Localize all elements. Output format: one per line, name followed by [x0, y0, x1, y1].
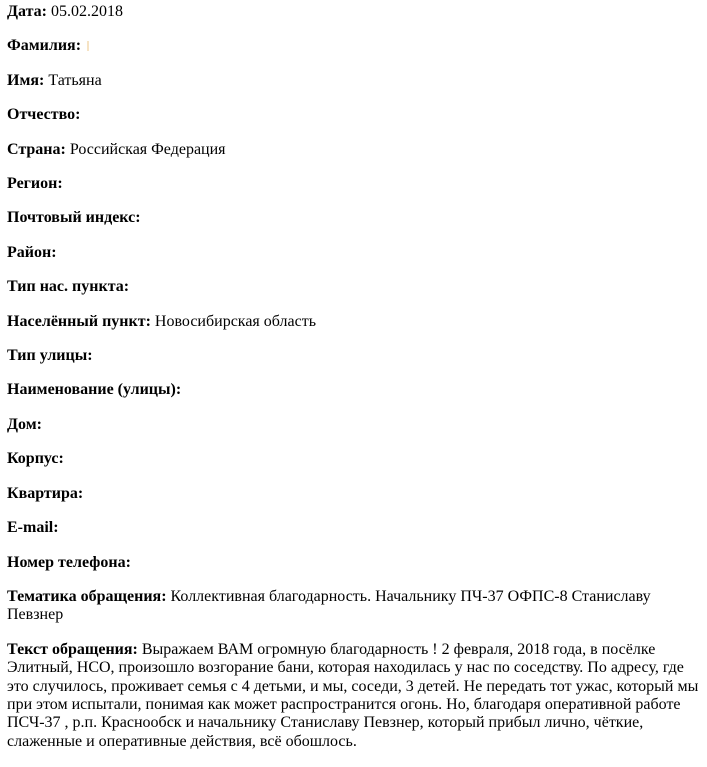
field-date	[7, 3, 700, 21]
field-value: Коллективная благодарность. Начальнику ПЧ-37 ОФПС-8 Станиславу Певзнер	[7, 587, 651, 624]
field-message-text	[7, 641, 700, 751]
field-postal-code	[7, 209, 700, 227]
field-label: Корпус:	[7, 450, 64, 468]
field-label: Район:	[7, 243, 57, 261]
field-label: Страна:	[7, 140, 66, 158]
field-label: Населённый пункт:	[7, 312, 151, 330]
field-apartment	[7, 485, 700, 503]
field-surname	[7, 37, 700, 55]
field-district	[7, 244, 700, 262]
field-house	[7, 416, 700, 434]
field-value: Российская Федерация	[69, 140, 226, 158]
field-value: 05.02.2018	[50, 3, 123, 20]
field-label: Имя:	[7, 71, 45, 89]
field-label: Регион:	[7, 175, 63, 193]
field-label: Отчество:	[7, 106, 81, 124]
field-email	[7, 519, 700, 537]
field-value: Новосибирская область	[154, 312, 316, 330]
field-label: Тип улицы:	[7, 347, 93, 365]
appeal-record	[7, 3, 700, 767]
field-phone	[7, 554, 700, 572]
field-patronymic	[7, 106, 700, 124]
field-settlement	[7, 313, 700, 331]
field-country	[7, 141, 700, 159]
field-building	[7, 450, 700, 468]
field-value: Выражаем ВАМ огромную благодарность ! 2 февраля, 2018 года, в посёлке Элитный, НСО, произошло возгорание бани, которая находилась у нас по соседству. По адресу, где это случилось, проживает семья с 4 детьми, и мы, соседи, 3 детей. Не передать тот ужас, который мы при этом испытали, понимая как может распространится огонь. Но, благодаря оперативной работе ПСЧ-37 , р.п. Краснообск и начальнику Станиславу Певзнер, который прибыл лично, чёткие, слаженные и оперативные действия, всё обошлось.	[7, 640, 699, 750]
field-label: Тип нас. пункта:	[7, 278, 130, 296]
redaction-mark	[87, 41, 89, 51]
field-label: Дом:	[7, 415, 42, 433]
field-settlement-type	[7, 278, 700, 296]
field-label: Фамилия:	[7, 37, 82, 55]
field-first-name	[7, 72, 700, 90]
field-subject	[7, 588, 700, 625]
field-label: Номер телефона:	[7, 553, 131, 571]
field-label: E-mail:	[7, 519, 59, 537]
field-label: Текст обращения:	[7, 640, 138, 658]
field-label: Почтовый индекс:	[7, 209, 141, 227]
field-label: Наименование (улицы):	[7, 381, 182, 399]
field-value: Татьяна	[48, 71, 102, 89]
field-label: Тематика обращения:	[7, 587, 167, 605]
field-region	[7, 175, 700, 193]
field-street-type	[7, 347, 700, 365]
field-label: Дата:	[7, 3, 47, 20]
field-label: Квартира:	[7, 484, 84, 502]
field-street-name	[7, 381, 700, 399]
